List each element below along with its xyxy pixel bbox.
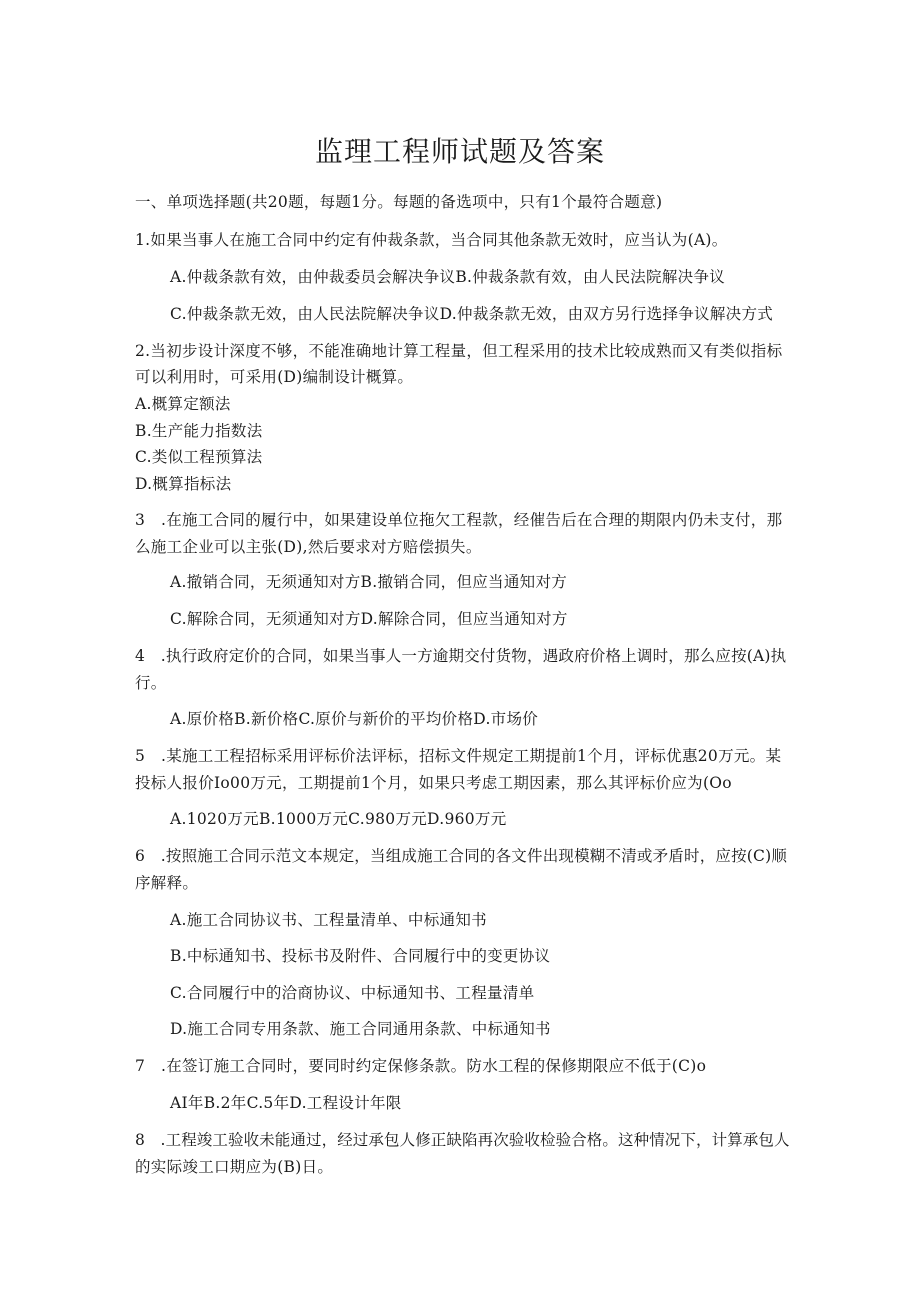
section-heading: 一、单项选择题(共20题，每题1分。每题的备选项中，只有1个最符合题意) — [135, 193, 663, 211]
question-5: 5 .某施工工程招标采用评标价法评标，招标文件规定工期提前1个月，评标优惠20万元。某 — [135, 747, 782, 765]
question-2-option-a: A.概算定额法 — [135, 395, 231, 413]
question-2-option-d: D.概算指标法 — [135, 475, 232, 493]
question-1: 1.如果当事人在施工合同中约定有仲裁条款，当合同其他条款无效时，应当认为(A)。 — [135, 231, 728, 249]
question-5-continued: 投标人报价Io00万元，工期提前1个月，如果只考虑工期因素，那么其评标价应为(Oo — [135, 774, 732, 792]
question-6-option-c: C.合同履行中的洽商协议、中标通知书、工程量清单 — [170, 984, 535, 1002]
question-2-option-b: B.生产能力指数法 — [135, 422, 263, 440]
question-6-option-a: A.施工合同协议书、工程量清单、中标通知书 — [170, 911, 487, 929]
question-2-option-c: C.类似工程预算法 — [135, 448, 263, 466]
question-3-options-cd: C.解除合同，无须通知对方D.解除合同，但应当通知对方 — [170, 610, 568, 628]
question-1-options-ab: A.仲裁条款有效，由仲裁委员会解决争议B.仲裁条款有效，由人民法院解决争议 — [170, 268, 726, 286]
question-2-continued: 可以利用时，可采用(D)编制设计概算。 — [135, 368, 414, 386]
question-6-option-d: D.施工合同专用条款、施工合同通用条款、中标通知书 — [170, 1020, 551, 1038]
question-5-options: A.1020万元B.1000万元C.980万元D.960万元 — [170, 810, 507, 828]
question-4-continued: 行。 — [135, 674, 167, 692]
question-1-options-cd: C.仲裁条款无效，由人民法院解决争议D.仲裁条款无效，由双方另行选择争议解决方式 — [170, 305, 774, 323]
question-6-option-b: B.中标通知书、投标书及附件、合同履行中的变更协议 — [170, 947, 551, 965]
question-3: 3 .在施工合同的履行中，如果建设单位拖欠工程款，经催告后在合理的期限内仍未支付，那 — [135, 511, 783, 529]
question-8: 8 .工程竣工验收未能通过，经过承包人修正缺陷再次验收检验合格。这种情况下，计算承包人 — [135, 1131, 790, 1149]
question-7-options: AI年B.2年C.5年D.工程设计年限 — [170, 1094, 402, 1112]
question-4-options: A.原价格B.新价格C.原价与新价的平均价格D.市场价 — [170, 710, 539, 728]
question-4: 4 .执行政府定价的合同，如果当事人一方逾期交付货物，遇政府价格上调时，那么应按(A)执 — [135, 647, 787, 665]
page-title: 监理工程师试题及答案 — [314, 135, 605, 168]
question-3-continued: 么施工企业可以主张(D),然后要求对方赔偿损失。 — [135, 538, 482, 556]
question-3-options-ab: A.撤销合同，无须通知对方B.撤销合同，但应当通知对方 — [170, 573, 568, 591]
question-2: 2.当初步设计深度不够，不能准确地计算工程量，但工程采用的技术比较成熟而又有类似指标 — [135, 342, 783, 360]
question-6-continued: 序解释。 — [135, 874, 199, 892]
question-8-continued: 的实际竣工口期应为(B)日。 — [135, 1158, 334, 1176]
question-6: 6 .按照施工合同示范文本规定，当组成施工合同的各文件出现模糊不清或矛盾时，应按(C)顺 — [135, 847, 788, 865]
question-7: 7 .在签订施工合同时，要同时约定保修条款。防水工程的保修期限应不低于(C)o — [135, 1057, 707, 1075]
